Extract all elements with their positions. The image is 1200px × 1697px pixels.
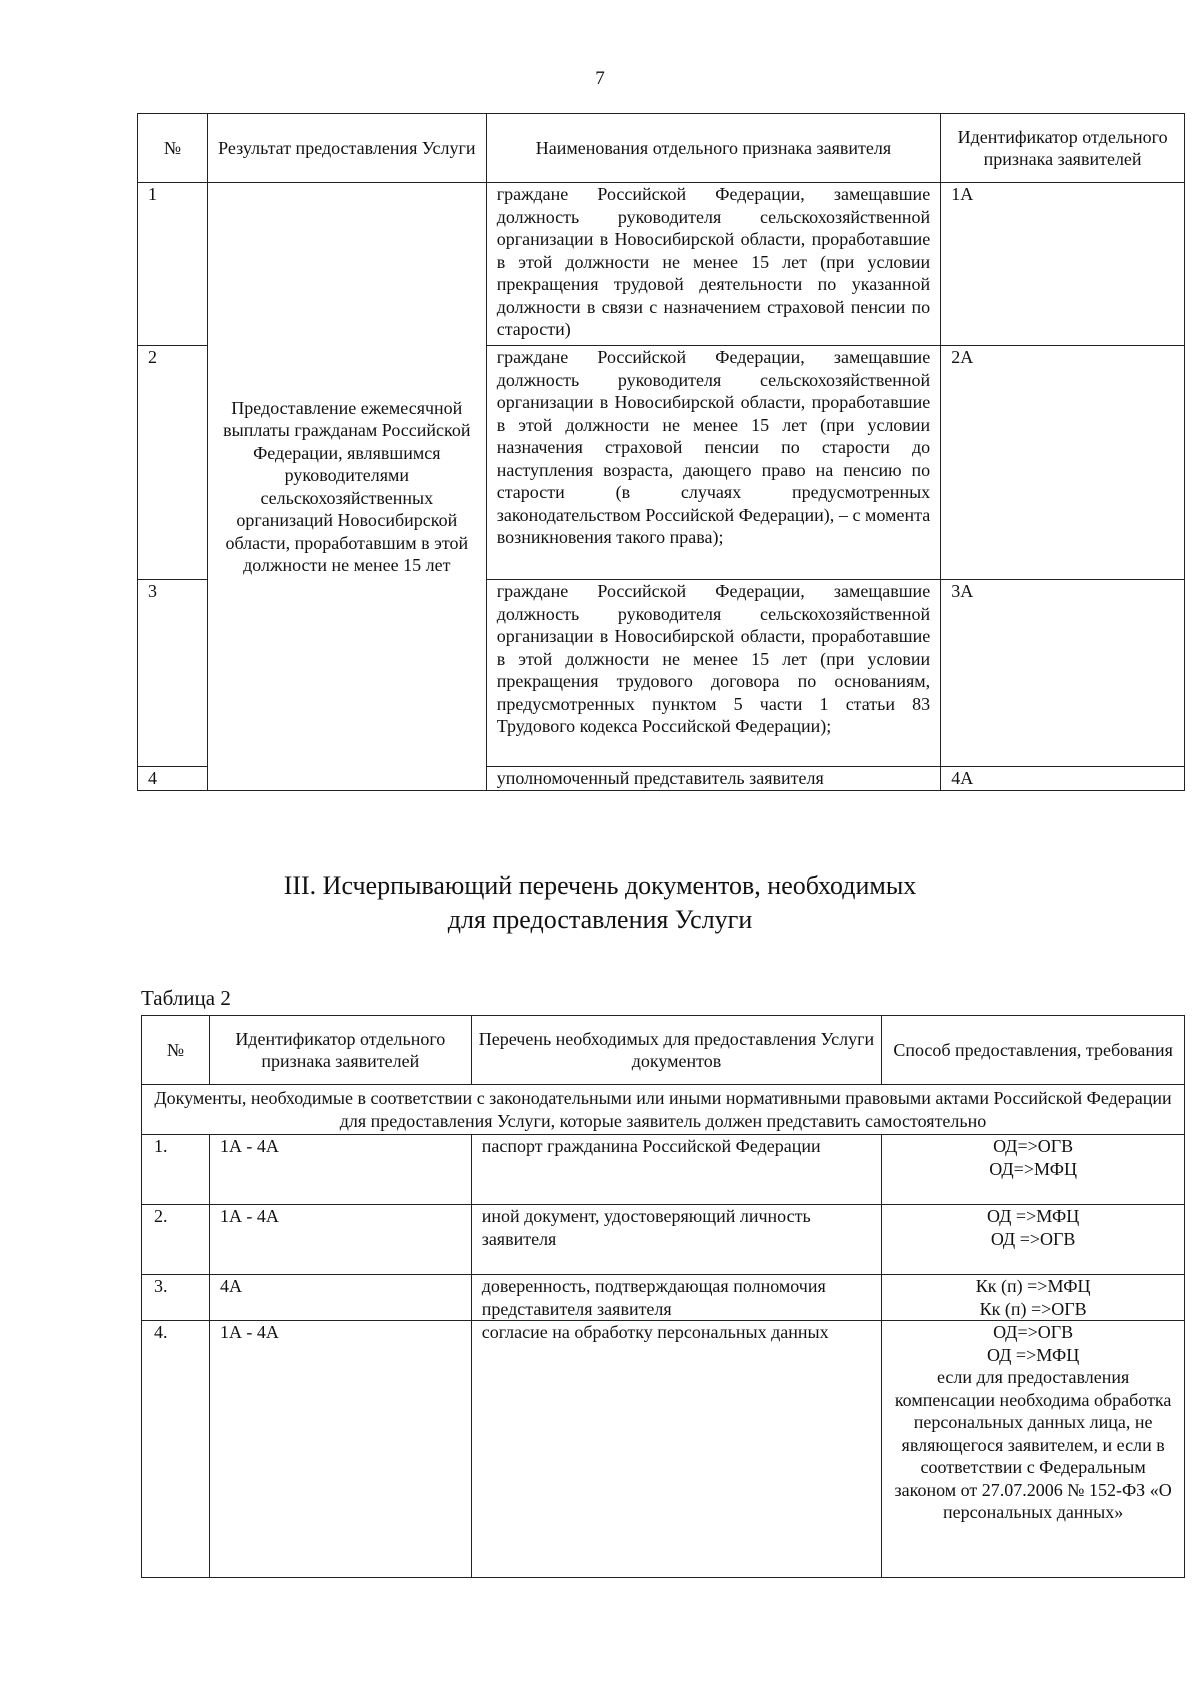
column-header-sign-name: Наименования отдельного признака заявителя	[486, 114, 940, 183]
section-heading-line2: для предоставления Услуги	[447, 905, 753, 934]
applicant-identifier: 4А	[209, 1275, 471, 1321]
method-line: Кк (п) =>ОГВ	[979, 1298, 1087, 1319]
applicant-sign-description: граждане Российской Федерации, замещавшие должность руководителя сельскохозяйственной организации в Новосибирской области, проработавшие в этой должности не менее 15 лет (при условии прекращения трудового договора по основаниям, предусмотренных пунктом 5 части 1 статьи 83 Трудового кодекса Российской Федерации);	[486, 580, 940, 767]
row-number: 4.	[142, 1321, 210, 1578]
column-header-identifier: Идентификатор отдельного признака заявителей	[209, 1016, 471, 1085]
applicant-sign-code: 4А	[941, 767, 1185, 791]
documents-table	[141, 1015, 1185, 1578]
table-caption: Таблица 2	[141, 986, 231, 1010]
document-name: согласие на обработку персональных данных	[471, 1321, 882, 1578]
table-row	[138, 183, 1185, 346]
applicant-identifier: 1А - 4А	[209, 1205, 471, 1275]
column-header-documents: Перечень необходимых для предоставления Услуги документов	[471, 1016, 882, 1085]
document-name: иной документ, удостоверяющий личность заявителя	[471, 1205, 882, 1275]
table-row	[142, 1205, 1185, 1275]
column-header-number: №	[142, 1016, 210, 1085]
table-header-row	[142, 1016, 1185, 1085]
service-result-cell: Предоставление ежемесячной выплаты гражданам Российской Федерации, являвшимся руководителями сельскохозяйственных организаций Новосибирской области, проработавшим в этой должности не менее 15 лет	[207, 183, 486, 791]
documents-group-title: Документы, необходимые в соответствии с законодательными или иными нормативными правовыми актами Российской Федерации для предоставления Услуги, которые заявитель должен представить самостоятельно	[142, 1085, 1185, 1135]
submission-method	[882, 1275, 1185, 1321]
row-number: 3.	[142, 1275, 210, 1321]
applicant-identifier: 1А - 4А	[209, 1135, 471, 1205]
method-line: ОД =>МФЦ	[987, 1344, 1080, 1365]
method-line: ОД=>ОГВ	[993, 1322, 1074, 1342]
applicant-identifier: 1А - 4А	[209, 1321, 471, 1578]
document-name: паспорт гражданина Российской Федерации	[471, 1135, 882, 1205]
column-header-number: №	[138, 114, 208, 183]
method-line: ОД=>МФЦ	[989, 1158, 1077, 1179]
applicant-sign-description: уполномоченный представитель заявителя	[486, 767, 940, 791]
row-number: 3	[138, 580, 208, 767]
row-number: 2	[138, 346, 208, 580]
table-row	[142, 1275, 1185, 1321]
applicant-sign-code: 1А	[941, 183, 1185, 346]
submission-method	[882, 1321, 1185, 1578]
row-number: 1	[138, 183, 208, 346]
method-line: ОД =>ОГВ	[990, 1228, 1076, 1249]
method-line: Кк (п) =>МФЦ	[975, 1276, 1091, 1296]
table-row	[142, 1321, 1185, 1578]
submission-method	[882, 1205, 1185, 1275]
method-line: ОД =>МФЦ	[987, 1206, 1080, 1226]
table-group-row	[142, 1085, 1185, 1135]
table-row	[142, 1135, 1185, 1205]
method-condition: если для предоставления компенсации необходима обработка персональных данных лица, не являющегося заявителем, и если в соответствии с Федеральным законом от 27.07.2006 № 152-ФЗ «О персональных данных»	[894, 1367, 1172, 1522]
column-header-result: Результат предоставления Услуги	[207, 114, 486, 183]
row-number: 2.	[142, 1205, 210, 1275]
row-number: 1.	[142, 1135, 210, 1205]
submission-method	[882, 1135, 1185, 1205]
section-heading	[0, 869, 1200, 937]
applicant-signs-table	[137, 113, 1185, 791]
applicant-sign-code: 3А	[941, 580, 1185, 767]
applicant-sign-description: граждане Российской Федерации, замещавшие должность руководителя сельскохозяйственной организации в Новосибирской области, проработавшие в этой должности не менее 15 лет (при условии прекращения трудовой деятельности по указанной должности в связи с назначением страховой пенсии по старости)	[486, 183, 940, 346]
section-heading-line1: III. Исчерпывающий перечень документов, необходимых	[283, 871, 917, 900]
table-header-row	[138, 114, 1185, 183]
row-number: 4	[138, 767, 208, 791]
document-name: доверенность, подтверждающая полномочия представителя заявителя	[471, 1275, 882, 1321]
applicant-sign-code: 2А	[941, 346, 1185, 580]
applicant-sign-description: граждане Российской Федерации, замещавшие должность руководителя сельскохозяйственной организации в Новосибирской области, проработавшие в этой должности не менее 15 лет (при условии назначения страховой пенсии по старости до наступления возраста, дающего право на пенсию по старости (в случаях предусмотренных законодательством Российской Федерации), – с момента возникновения такого права);	[486, 346, 940, 580]
method-line: ОД=>ОГВ	[993, 1136, 1074, 1156]
column-header-identifier: Идентификатор отдельного признака заявителей	[941, 114, 1185, 183]
column-header-method: Способ предоставления, требования	[882, 1016, 1185, 1085]
page-number: 7	[595, 68, 605, 89]
